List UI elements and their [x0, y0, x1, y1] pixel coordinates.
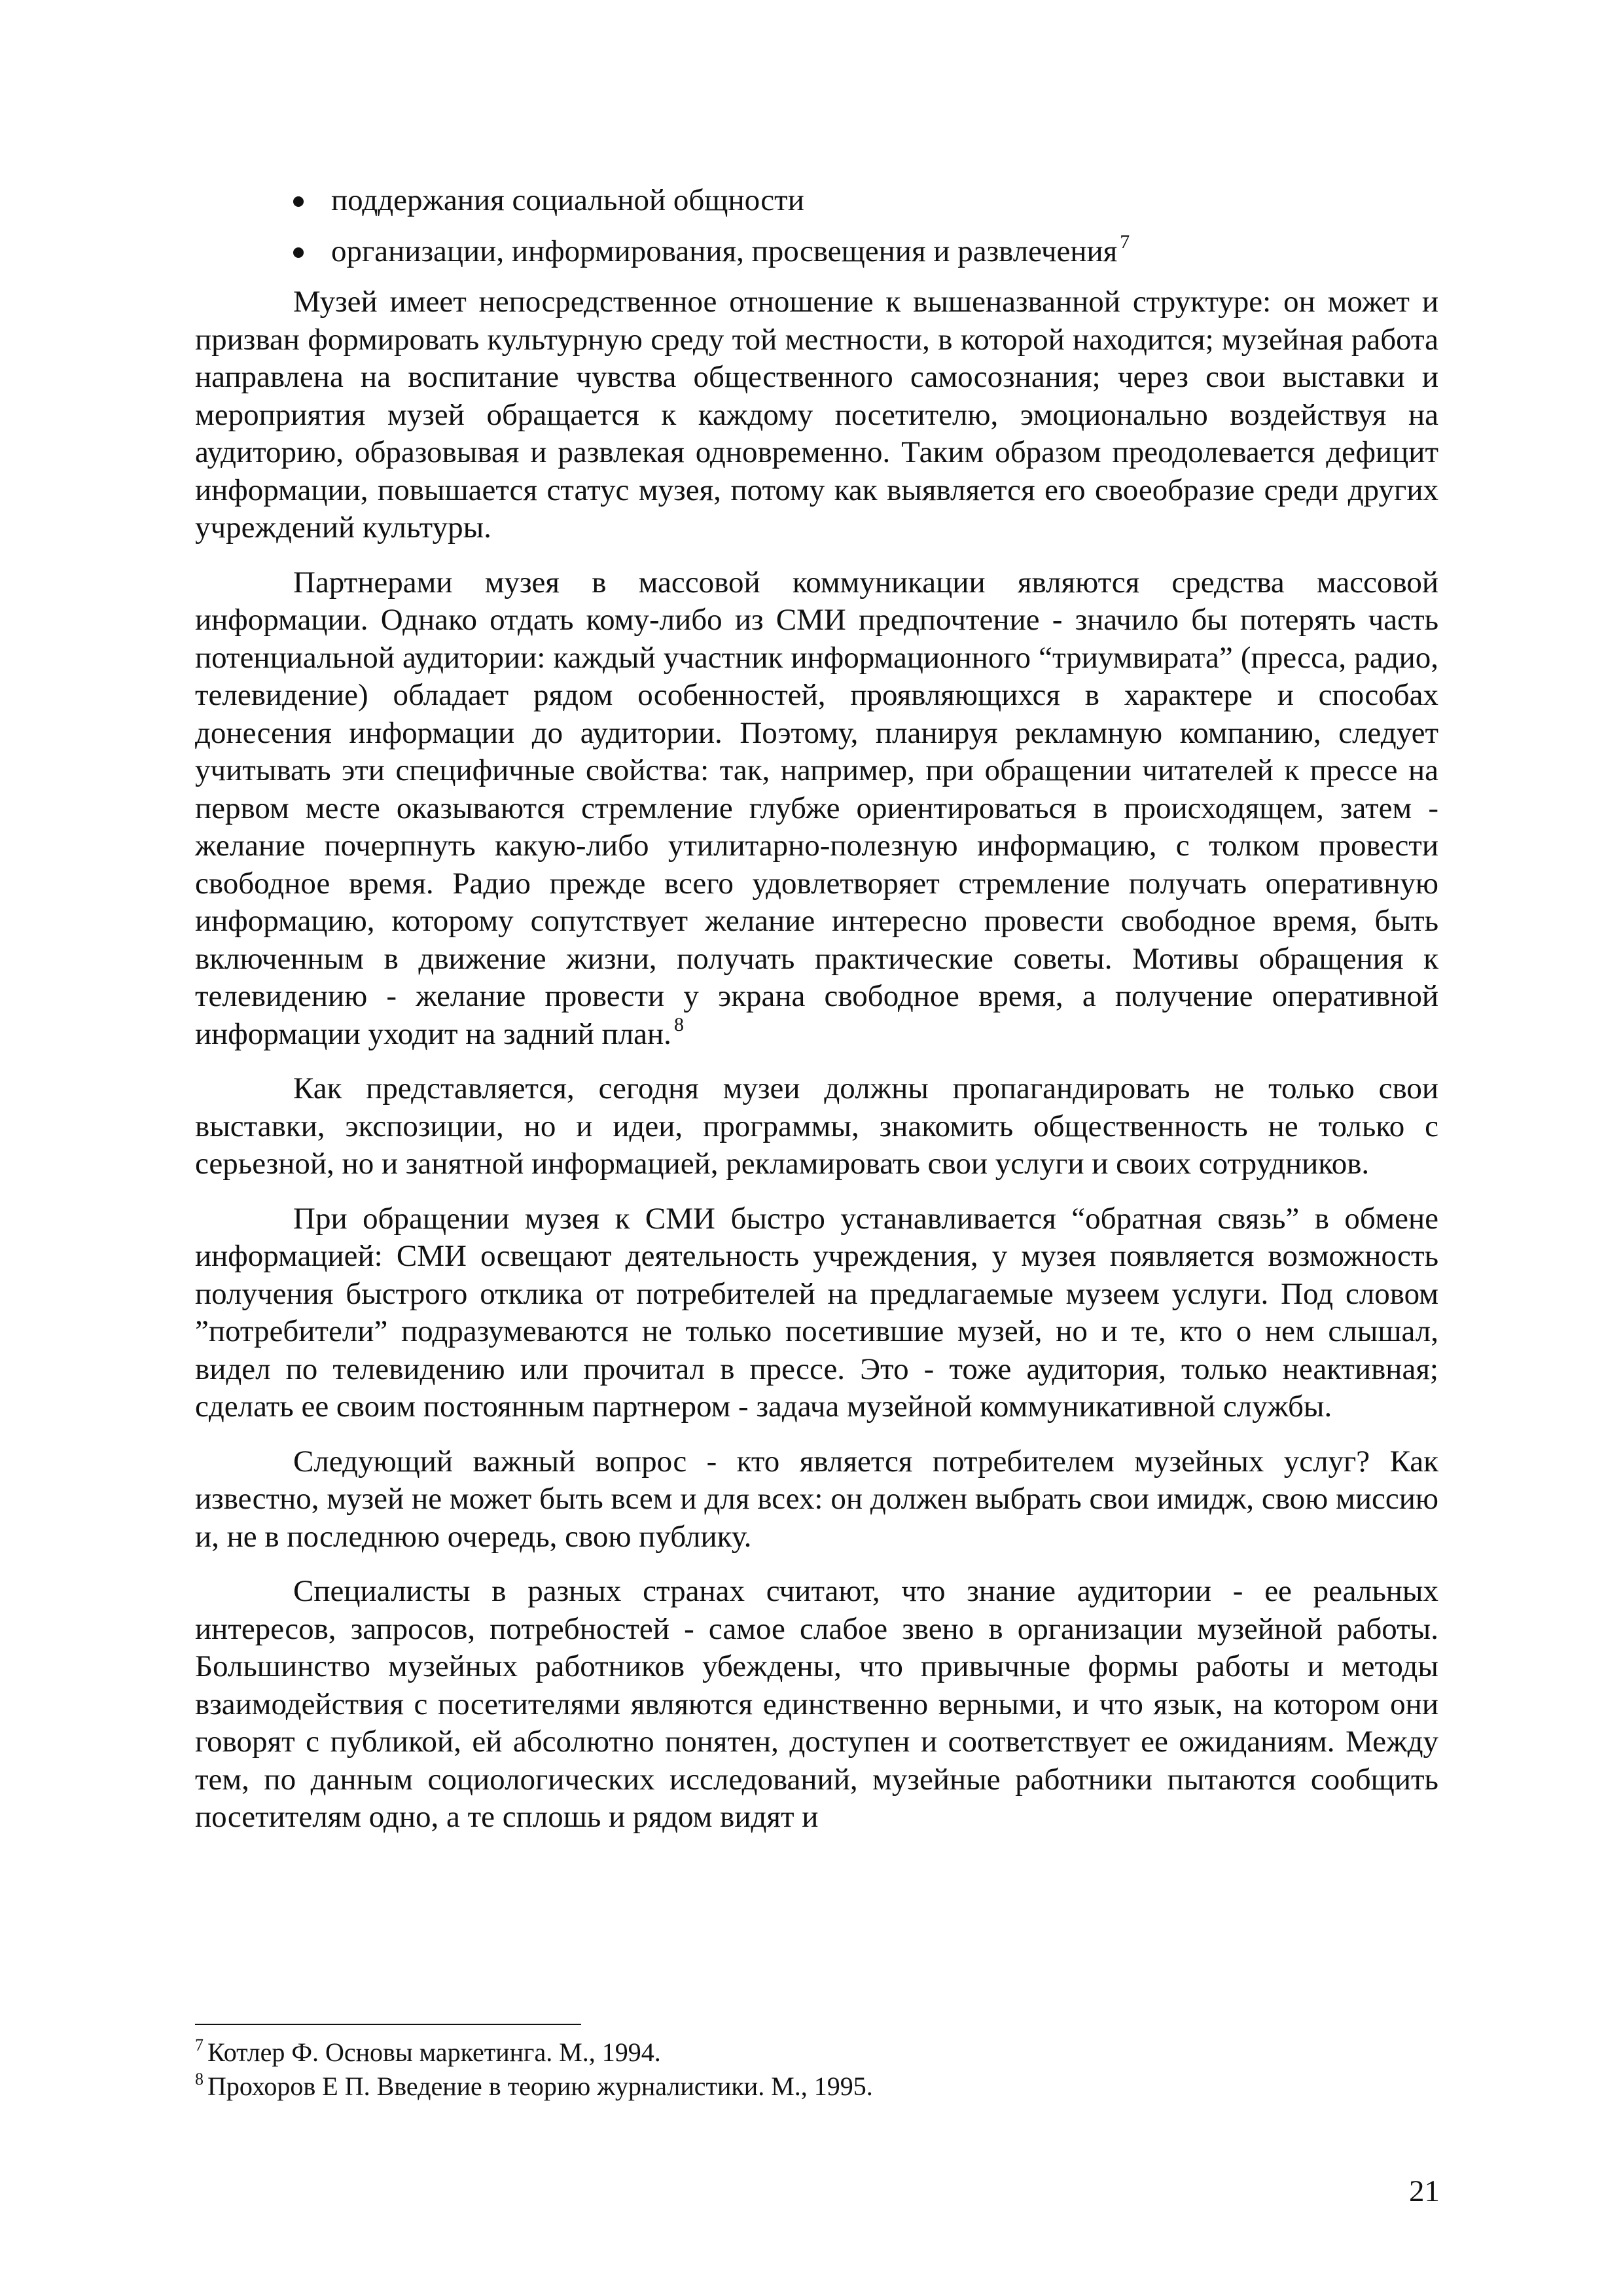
bullet-item [195, 182, 1438, 220]
page-number: 21 [1409, 2174, 1440, 2208]
paragraph-text: Следующий важный вопрос - кто является потребителем музейных услуг? Как известно, музей не может быть всем и для всех: он должен выбрать свои имидж, свою миссию и, не в последнюю очередь, свою публику. [195, 1444, 1438, 1554]
bullet-list [195, 182, 1438, 270]
footnote-text: Котлер Ф. Основы маркетинга. М., 1994. [207, 2037, 661, 2067]
body-text [195, 182, 1438, 1854]
footnote-text: Прохоров Е П. Введение в теорию журналистики. М., 1995. [207, 2072, 873, 2101]
paragraph [195, 1573, 1438, 1837]
paragraph [195, 1443, 1438, 1556]
bullet-text: поддержания социальной общности [331, 183, 804, 217]
footnote-reference[interactable]: 7 [1120, 230, 1130, 253]
footnotes [195, 2036, 1438, 2104]
paragraph [195, 564, 1438, 1054]
paragraph-text: Специалисты в разных странах считают, что знание аудитории - ее реальных интересов, запросов, потребностей - самое слабое звено в организации музейной работы. Большинство музейных работников убеждены, что привычные формы работы и методы взаимодействия с посетителями являются единственно верными, и что язык, на котором они говорят с публикой, ей абсолютно понятен, доступен и соответствует ее ожиданиям. Между тем, по данным социологических исследований, музейные работники пытаются сообщить посетителям одно, а те сплошь и рядом видят и [195, 1574, 1438, 1834]
paragraph-text: При обращении музея к СМИ быстро устанавливается “обратная связь” в обмене информацией: СМИ освещают деятельность учреждения, у музея появляется возможность получения быстрого отклика от потребителей на предлагаемые музеем услуги. Под словом ”потребители” подразумеваются не только посетившие музей, но и те, кто о нем слышал, видел по телевидению или прочитал в прессе. Это - тоже аудитория, только неактивная; сделать ее своим постоянным партнером - задача музейной коммуникативной службы. [195, 1201, 1438, 1424]
footnote [195, 2036, 1438, 2070]
bullet-item [195, 230, 1438, 271]
footnote [195, 2070, 1438, 2104]
paragraph-text: Партнерами музея в массовой коммуникации являются средства массовой информации. Однако отдать кому-либо из СМИ предпочтение - значило бы потерять часть потенциальной аудитории: каждый участник информационного “триумвирата” (пресса, радио, телевидение) обладает рядом особенностей, проявляющихся в характере и способах донесения информации до аудитории. Поэтому, планируя рекламную компанию, следует учитывать эти специфичные свойства: так, например, при обращении читателей к прессе на первом месте оказываются стремление глубже ориентироваться в происходящем, затем - желание почерпнуть какую-либо утилитарно-полезную информацию, с толком провести свободное время. Радио прежде всего удовлетворяет стремление получать оперативную информацию, которому сопутствует желание интересно провести свободное время, быть включенным в движение жизни, получать практические советы. Мотивы обращения к телевидению - желание провести у экрана свободное время, а получение оперативной информации уходит на задний план. [195, 565, 1438, 1051]
bullet-dot-icon [293, 247, 304, 258]
paragraph [195, 1070, 1438, 1183]
bullet-dot-icon [293, 196, 304, 207]
footnote-number: 8 [195, 2070, 204, 2089]
footnote-reference[interactable]: 8 [673, 1013, 684, 1035]
paragraph [195, 1200, 1438, 1426]
footnote-number: 7 [195, 2036, 204, 2054]
paragraph [195, 283, 1438, 547]
paragraph-text: Как представляется, сегодня музеи должны пропагандировать не только свои выставки, экспозиции, но и идеи, программы, знакомить общественность не только с серьезной, но и занятной информацией, рекламировать свои услуги и своих сотрудников. [195, 1071, 1438, 1181]
paragraph-text: Музей имеет непосредственное отношение к вышеназванной структуре: он может и призван формировать культурную среду той местности, в которой находится; музейная работа направлена на воспитание чувства общественного самосознания; через свои выставки и мероприятия музей обращается к каждому посетителю, эмоционально воздействуя на аудиторию, образовывая и развлекая одновременно. Таким образом преодолевается дефицит информации, повышается статус музея, потому как выявляется его своеобразие среди других учреждений культуры. [195, 285, 1438, 545]
bullet-text: организации, информирования, просвещения и развлечения [331, 234, 1118, 268]
footnote-divider [195, 2024, 581, 2025]
